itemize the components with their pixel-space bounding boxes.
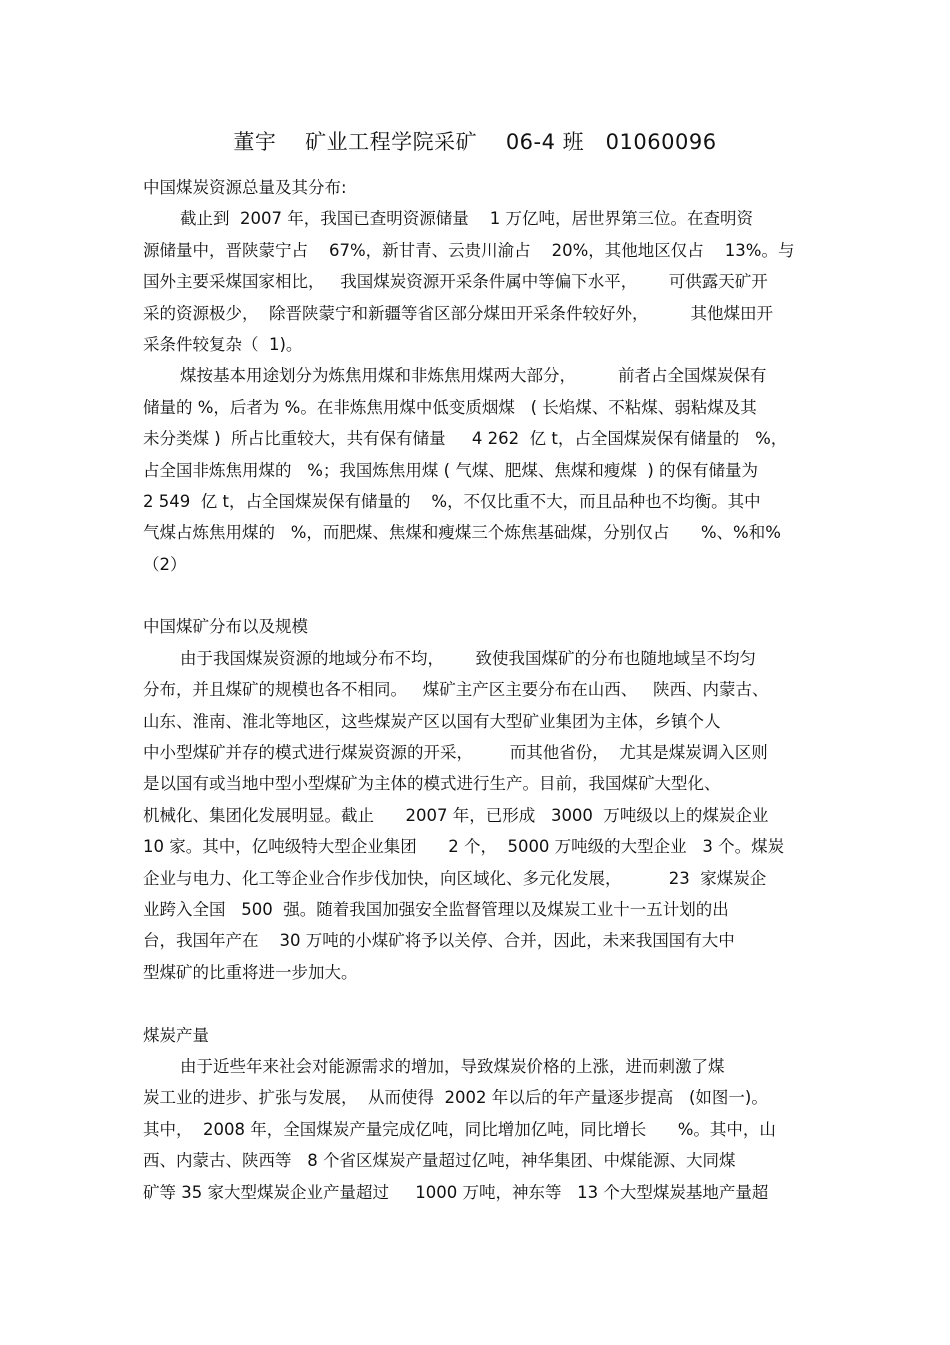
text-line: 储量的 %，后者为 %。在非炼焦用煤中低变质烟煤 ( 长焰煤、不粘煤、弱粘煤及其 [143, 397, 757, 417]
section-gap [143, 988, 823, 1019]
text-line: 煤按基本用途划分为炼焦用煤和非炼焦用煤两大部分， 前者占全国煤炭保有 [180, 366, 767, 386]
text-line: 台，我国年产在 30 万吨的小煤矿将予以关停、合并，因此，未来我国国有大中 [143, 931, 735, 951]
text-line: 气煤占炼焦用煤的 %，而肥煤、焦煤和瘦煤三个炼焦基础煤，分别仅占 %、%和% [143, 523, 781, 543]
text-line: 业跨入全国 500 强。随着我国加强安全监督管理以及煤炭工业十一五计划的出 [143, 899, 729, 919]
section-heading: 中国煤矿分布以及规模 [143, 617, 308, 637]
section-coal-output [143, 1020, 823, 1208]
text-line: 采的资源极少， 除晋陕蒙宁和新疆等省区部分煤田开采条件较好外， 其他煤田开 [143, 303, 773, 323]
text-line: 源储量中，晋陕蒙宁占 67%，新甘青、云贵川渝占 20%，其他地区仅占 13%。与 [143, 240, 795, 260]
text-line: 采条件较复杂（ 1)。 [143, 334, 303, 354]
text-line: 炭工业的进步、扩张与发展， 从而使得 2002 年以后的年产量逐步提高 (如图一)。 [143, 1088, 768, 1108]
paragraph [143, 360, 823, 580]
text-line: 山东、淮南、淮北等地区，这些煤炭产区以国有大型矿业集团为主体，乡镇个人 [143, 711, 721, 731]
text-line: 中小型煤矿并存的模式进行煤炭资源的开采， 而其他省份， 尤其是煤炭调入区则 [143, 743, 768, 763]
text-line: 由于近些年来社会对能源需求的增加，导致煤炭价格的上涨，进而刺激了煤 [180, 1056, 725, 1076]
text-line: 分布，并且煤矿的规模也各不相同。 煤矿主产区主要分布在山西、 陕西、内蒙古、 [143, 680, 769, 700]
text-line: 2 549 亿 t，占全国煤炭保有储量的 %，不仅比重不大，而且品种也不均衡。其中 [143, 491, 761, 511]
section-coal-resources [143, 172, 823, 580]
text-line: （2） [143, 554, 187, 574]
text-line: 型煤矿的比重将进一步加大。 [143, 962, 358, 982]
paragraph [143, 643, 823, 988]
text-line: 国外主要采煤国家相比， 我国煤炭资源开采条件属中等偏下水平， 可供露天矿开 [143, 272, 768, 292]
paragraph [143, 1051, 823, 1208]
section-heading: 中国煤炭资源总量及其分布: [143, 178, 347, 197]
text-line: 占全国非炼焦用煤的 %；我国炼焦用煤 ( 气煤、肥煤、焦煤和瘦煤 ) 的保有储量为 [143, 460, 759, 480]
document-title: 董宇 矿业工程学院采矿 06-4 班 01060096 [233, 130, 717, 154]
text-line: 截止到 2007 年，我国已查明资源储量 1 万亿吨，居世界第三位。在查明资 [180, 209, 753, 229]
text-line: 矿等 35 家大型煤炭企业产量超过 1000 万吨，神东等 13 个大型煤炭基地产量超 [143, 1182, 769, 1202]
text-line: 西、内蒙古、陕西等 8 个省区煤炭产量超过亿吨，神华集团、中煤能源、大同煤 [143, 1151, 736, 1171]
text-line: 由于我国煤炭资源的地域分布不均， 致使我国煤矿的分布也随地域呈不均匀 [180, 648, 756, 668]
text-line: 是以国有或当地中型小型煤矿为主体的模式进行生产。目前，我国煤矿大型化、 [143, 774, 721, 794]
document-body [143, 172, 823, 1208]
text-line: 10 家。其中，亿吨级特大型企业集团 2 个， 5000 万吨级的大型企业 3 个。煤炭 [143, 837, 785, 857]
text-line: 企业与电力、化工等企业合作步伐加快，向区域化、多元化发展， 23 家煤炭企 [143, 868, 767, 888]
paragraph [143, 203, 823, 360]
section-heading: 煤炭产量 [143, 1025, 209, 1045]
section-coal-mine-distribution [143, 611, 823, 988]
text-line: 未分类煤 ) 所占比重较大，共有保有储量 4 262 亿 t，占全国煤炭保有储量的 %， [143, 429, 788, 449]
section-gap [143, 580, 823, 611]
text-line: 其中， 2008 年，全国煤炭产量完成亿吨，同比增加亿吨，同比增长 %。其中，山 [143, 1119, 776, 1139]
text-line: 机械化、集团化发展明显。截止 2007 年，已形成 3000 万吨级以上的煤炭企业 [143, 805, 769, 825]
